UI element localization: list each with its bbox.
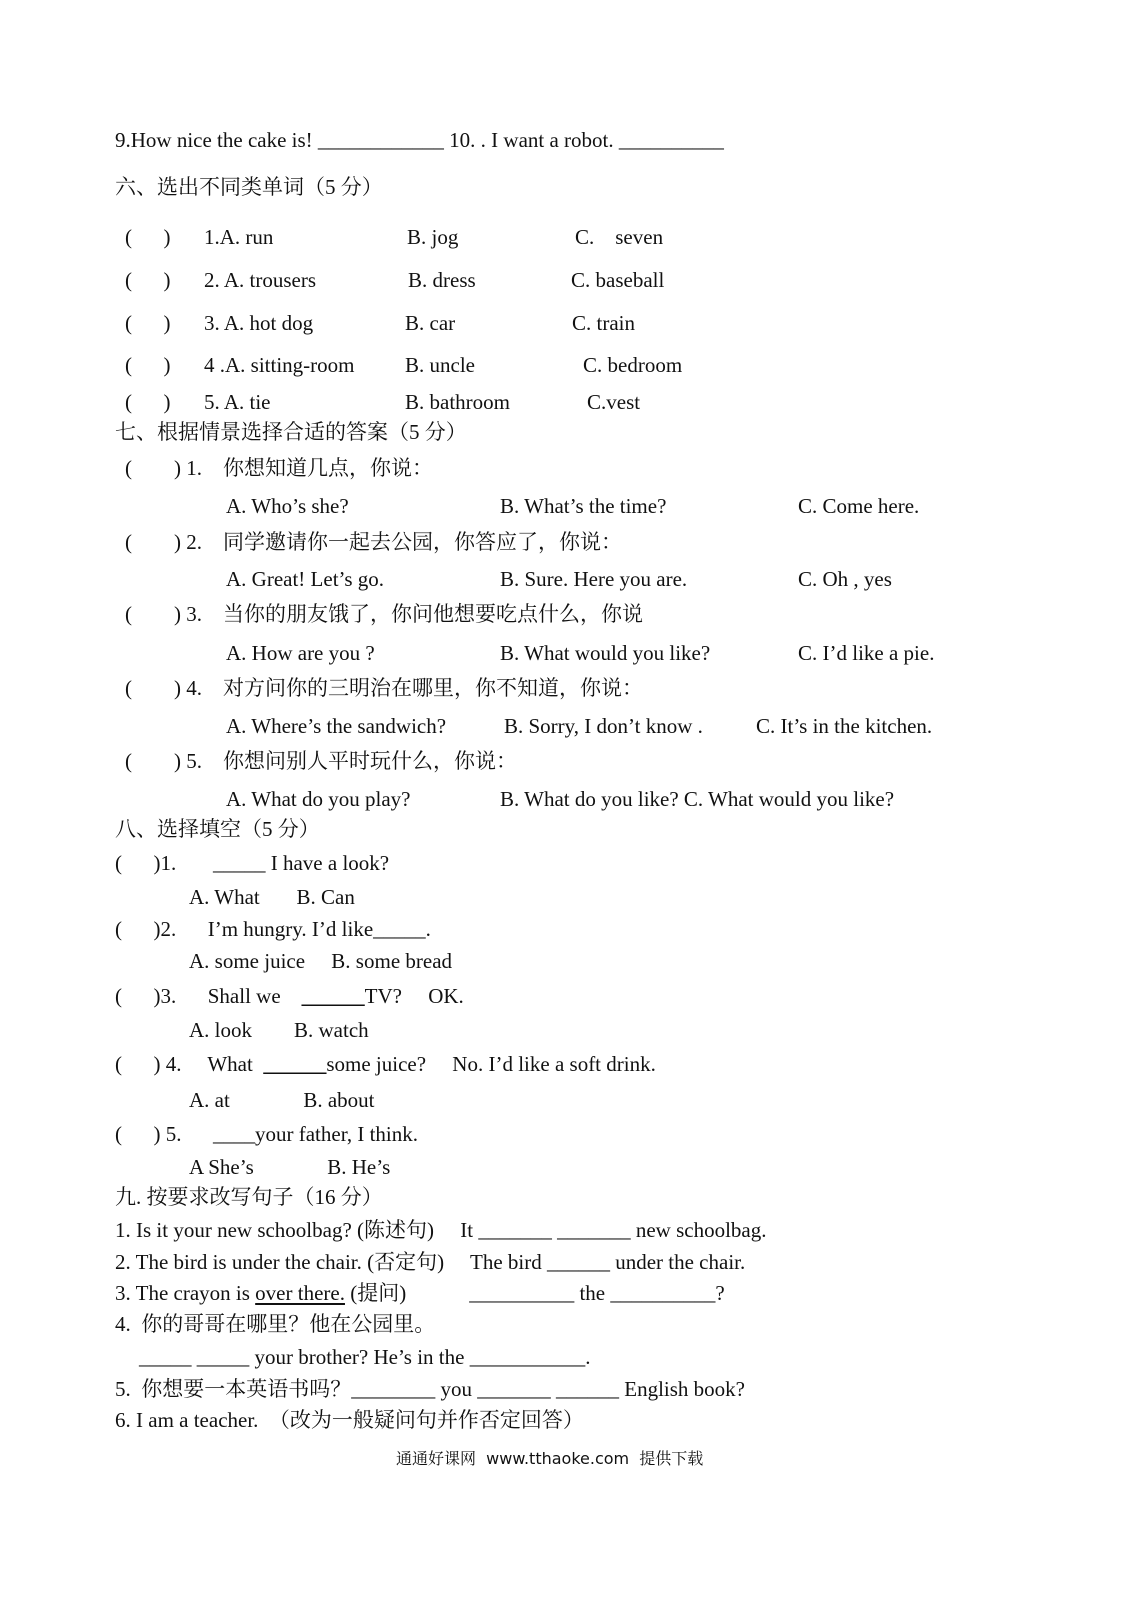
option-b: B. dress bbox=[408, 268, 476, 292]
rewrite-line: 2. The bird is under the chair. (否定句) The bird ______ under the chair. bbox=[115, 1250, 746, 1274]
option-b: B. uncle bbox=[405, 353, 475, 377]
fill-question bbox=[115, 1051, 656, 1077]
option-a: 5. A. tie bbox=[204, 390, 271, 414]
underlined-phrase: over there. bbox=[255, 1281, 345, 1305]
scenario-question: ( ) 5. 你想问别人平时玩什么，你说： bbox=[125, 749, 517, 773]
fill-options: A. at B. about bbox=[189, 1088, 375, 1112]
question-text: some juice? No. I’d like a soft drink. bbox=[326, 1052, 656, 1076]
answer-paren: ( ) bbox=[125, 225, 171, 249]
rewrite-text: 3. The crayon is bbox=[115, 1281, 256, 1305]
fill-question: ( ) 5. ____your father, I think. bbox=[115, 1122, 419, 1146]
section-6-title: 六、选出不同类单词（5 分） bbox=[115, 175, 383, 199]
fill-options: A. some juice B. some bread bbox=[189, 949, 453, 973]
option-c: C. baseball bbox=[571, 268, 665, 292]
rewrite-line: 4. 你的哥哥在哪里？他在公园里。 bbox=[115, 1312, 436, 1336]
option-a: A. Where’s the sandwich? bbox=[226, 714, 447, 738]
question-9-10-line: 9.How nice the cake is! ____________ 10. . I want a robot. __________ bbox=[115, 128, 724, 152]
fill-question: ( )2. I’m hungry. I’d like_____. bbox=[115, 917, 431, 941]
answer-blank: ______ bbox=[301, 984, 365, 1008]
question-text: TV? OK. bbox=[364, 984, 464, 1008]
rewrite-line: _____ _____ your brother? He’s in the ___________. bbox=[139, 1345, 591, 1369]
option-b: B. jog bbox=[407, 225, 459, 249]
option-b: B. Sorry, I don’t know . bbox=[504, 714, 703, 738]
section-7-title: 七、根据情景选择合适的答案（5 分） bbox=[115, 420, 467, 444]
option-a: A. Who’s she? bbox=[226, 494, 349, 518]
scenario-question: ( ) 1. 你想知道几点，你说： bbox=[125, 456, 433, 480]
section-8-title: 八、选择填空（5 分） bbox=[115, 817, 320, 841]
answer-paren: ( ) bbox=[125, 311, 171, 335]
fill-question bbox=[115, 983, 464, 1009]
scenario-question: ( ) 4. 对方问你的三明治在哪里，你不知道，你说： bbox=[125, 676, 643, 700]
page-footer: 通通好课网 www.tthaoke.com 提供下载 bbox=[396, 1449, 704, 1468]
option-c: C.vest bbox=[587, 390, 641, 414]
rewrite-line: 5. 你想要一本英语书吗？________ you _______ ______ English book? bbox=[115, 1377, 745, 1401]
option-a: 1.A. run bbox=[204, 225, 274, 249]
option-b: B. What’s the time? bbox=[500, 494, 667, 518]
option-c: C. seven bbox=[575, 225, 664, 249]
answer-paren: ( ) bbox=[125, 268, 171, 292]
option-a: 4 .A. sitting-room bbox=[204, 353, 355, 377]
option-c: C. I’d like a pie. bbox=[798, 641, 935, 665]
option-b: B. car bbox=[405, 311, 456, 335]
option-b: B. Sure. Here you are. bbox=[500, 567, 688, 591]
answer-blank: ______ bbox=[263, 1052, 327, 1076]
option-a: A. What do you play? bbox=[226, 787, 411, 811]
rewrite-line: 6. I am a teacher. （改为一般疑问句并作否定回答） bbox=[115, 1408, 584, 1432]
answer-paren: ( ) bbox=[125, 353, 171, 377]
option-c: C. Oh , yes bbox=[798, 567, 892, 591]
scenario-question: ( ) 3. 当你的朋友饿了，你问他想要吃点什么，你说 bbox=[125, 602, 643, 626]
option-b: B. bathroom bbox=[405, 390, 510, 414]
option-b: B. What do you like? C. What would you like? bbox=[500, 787, 895, 811]
section-9-title: 九. 按要求改写句子（16 分） bbox=[115, 1185, 383, 1209]
rewrite-text: (提问) __________ the __________? bbox=[344, 1281, 725, 1305]
option-c: C. It’s in the kitchen. bbox=[756, 714, 933, 738]
question-text: ( )3. Shall we bbox=[115, 984, 302, 1008]
option-c: C. train bbox=[572, 311, 635, 335]
fill-question: ( )1. _____ I have a look? bbox=[115, 851, 390, 875]
option-a: 2. A. trousers bbox=[204, 268, 316, 292]
option-c: C. bedroom bbox=[583, 353, 683, 377]
option-b: B. What would you like? bbox=[500, 641, 711, 665]
rewrite-line bbox=[115, 1280, 725, 1306]
option-a: 3. A. hot dog bbox=[204, 311, 314, 335]
answer-paren: ( ) bbox=[125, 390, 171, 414]
fill-options: A. look B. watch bbox=[189, 1018, 369, 1042]
rewrite-line: 1. Is it your new schoolbag? (陈述句) It _______ _______ new schoolbag. bbox=[115, 1218, 767, 1242]
scenario-question: ( ) 2. 同学邀请你一起去公园，你答应了，你说： bbox=[125, 530, 622, 554]
option-a: A. How are you ? bbox=[226, 641, 375, 665]
option-a: A. Great! Let’s go. bbox=[226, 567, 385, 591]
fill-options: A. What B. Can bbox=[189, 885, 355, 909]
option-c: C. Come here. bbox=[798, 494, 920, 518]
fill-options: A She’s B. He’s bbox=[189, 1155, 391, 1179]
question-text: ( ) 4. What bbox=[115, 1052, 264, 1076]
